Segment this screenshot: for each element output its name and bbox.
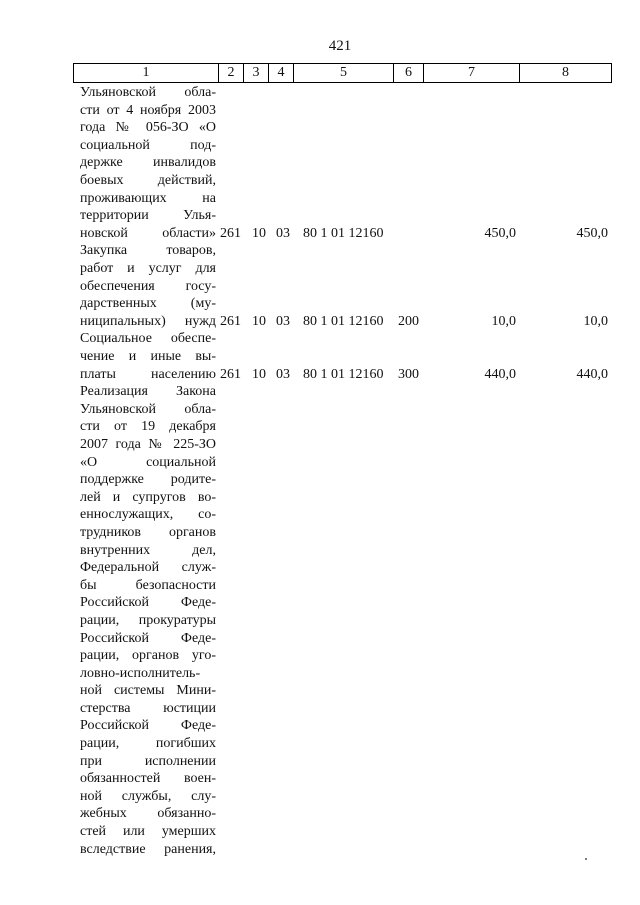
desc-line: держке инвалидов bbox=[80, 155, 216, 171]
desc-line: лей и супругов во- bbox=[80, 489, 216, 505]
row-description bbox=[80, 242, 216, 330]
row-description bbox=[80, 84, 216, 242]
cell-col8: 440,0 bbox=[576, 366, 608, 382]
desc-line: Российской Феде- bbox=[80, 630, 216, 646]
desc-line: социальной под- bbox=[80, 137, 216, 153]
cell-col2: 261 bbox=[220, 313, 241, 329]
desc-line: рации, прокуратуры bbox=[80, 612, 216, 628]
desc-line: боевых действий, bbox=[80, 172, 216, 188]
cell-col7: 440,0 bbox=[484, 366, 516, 382]
column-header-7: 7 bbox=[424, 64, 520, 83]
desc-line: территории Улья- bbox=[80, 208, 216, 224]
cell-col5: 80 1 01 12160 bbox=[303, 225, 384, 241]
desc-line: еннослужащих, со- bbox=[80, 507, 216, 523]
desc-line: сти от 4 ноября 2003 bbox=[80, 102, 216, 118]
row-description bbox=[80, 383, 216, 858]
desc-line: года № 056-ЗО «О bbox=[80, 120, 216, 136]
desc-line: бы безопасности bbox=[80, 577, 216, 593]
cell-col3: 10 bbox=[252, 366, 266, 382]
cell-col8: 450,0 bbox=[576, 225, 608, 241]
desc-line: Реализация Закона bbox=[80, 384, 216, 400]
cell-col5: 80 1 01 12160 bbox=[303, 313, 384, 329]
cell-col3: 10 bbox=[252, 313, 266, 329]
desc-line: Закупка товаров, bbox=[80, 243, 216, 259]
desc-line: обязанностей воен- bbox=[80, 771, 216, 787]
desc-line: работ и услуг для bbox=[80, 260, 216, 276]
desc-line: рации, погибших bbox=[80, 736, 216, 752]
desc-line: дарственных (му- bbox=[80, 296, 216, 312]
desc-line: ниципальных) нужд bbox=[80, 313, 216, 329]
cell-col3: 10 bbox=[252, 225, 266, 241]
cell-col4: 03 bbox=[276, 313, 290, 329]
cell-col8: 10,0 bbox=[583, 313, 608, 329]
cell-col6: 300 bbox=[398, 366, 419, 382]
column-header-6: 6 bbox=[394, 64, 424, 83]
column-header-4: 4 bbox=[269, 64, 294, 83]
page-number: 421 bbox=[328, 38, 352, 54]
desc-line: обеспечения госу- bbox=[80, 278, 216, 294]
desc-line: «О социальной bbox=[80, 454, 216, 470]
desc-line: Ульяновской обла- bbox=[80, 85, 216, 100]
row-description bbox=[80, 330, 216, 383]
desc-line: ловно-исполнитель- bbox=[80, 665, 201, 681]
cell-col2: 261 bbox=[220, 225, 241, 241]
desc-line: Федеральной служ- bbox=[80, 560, 216, 576]
cell-col7: 450,0 bbox=[484, 225, 516, 241]
scan-speck bbox=[585, 858, 587, 860]
desc-line: проживающих на bbox=[80, 190, 216, 206]
desc-line: при исполнении bbox=[80, 753, 216, 769]
column-header-1: 1 bbox=[74, 64, 219, 83]
desc-line: Российской Феде- bbox=[80, 595, 216, 611]
desc-line: чение и иные вы- bbox=[80, 348, 216, 364]
desc-line: Ульяновской обла- bbox=[80, 401, 216, 417]
desc-line: рации, органов уго- bbox=[80, 648, 216, 664]
desc-line: вследствие ранения, bbox=[80, 841, 216, 857]
cell-col2: 261 bbox=[220, 366, 241, 382]
desc-line: стерства юстиции bbox=[80, 700, 216, 716]
desc-line: ной системы Мини- bbox=[80, 683, 216, 699]
cell-col4: 03 bbox=[276, 366, 290, 382]
desc-line: Российской Феде- bbox=[80, 718, 216, 734]
desc-line: платы населению bbox=[80, 366, 216, 382]
cell-col4: 03 bbox=[276, 225, 290, 241]
cell-col5: 80 1 01 12160 bbox=[303, 366, 384, 382]
desc-line: 2007 года № 225-ЗО bbox=[80, 436, 216, 452]
desc-line: трудников органов bbox=[80, 524, 216, 540]
desc-line: поддержке родите- bbox=[80, 472, 216, 488]
desc-line: Социальное обеспе- bbox=[80, 331, 216, 347]
column-header-3: 3 bbox=[244, 64, 269, 83]
desc-line: жебных обязанно- bbox=[80, 806, 216, 822]
desc-line: внутренних дел, bbox=[80, 542, 216, 558]
desc-line: стей или умерших bbox=[80, 824, 216, 840]
table-header bbox=[73, 63, 612, 83]
column-header-5: 5 bbox=[294, 64, 394, 83]
desc-line: ной службы, слу- bbox=[80, 788, 216, 804]
cell-col7: 10,0 bbox=[491, 313, 516, 329]
desc-line: новской области» bbox=[80, 225, 216, 241]
column-header-8: 8 bbox=[520, 64, 612, 83]
cell-col6: 200 bbox=[398, 313, 419, 329]
desc-line: сти от 19 декабря bbox=[80, 419, 216, 435]
column-header-2: 2 bbox=[219, 64, 244, 83]
